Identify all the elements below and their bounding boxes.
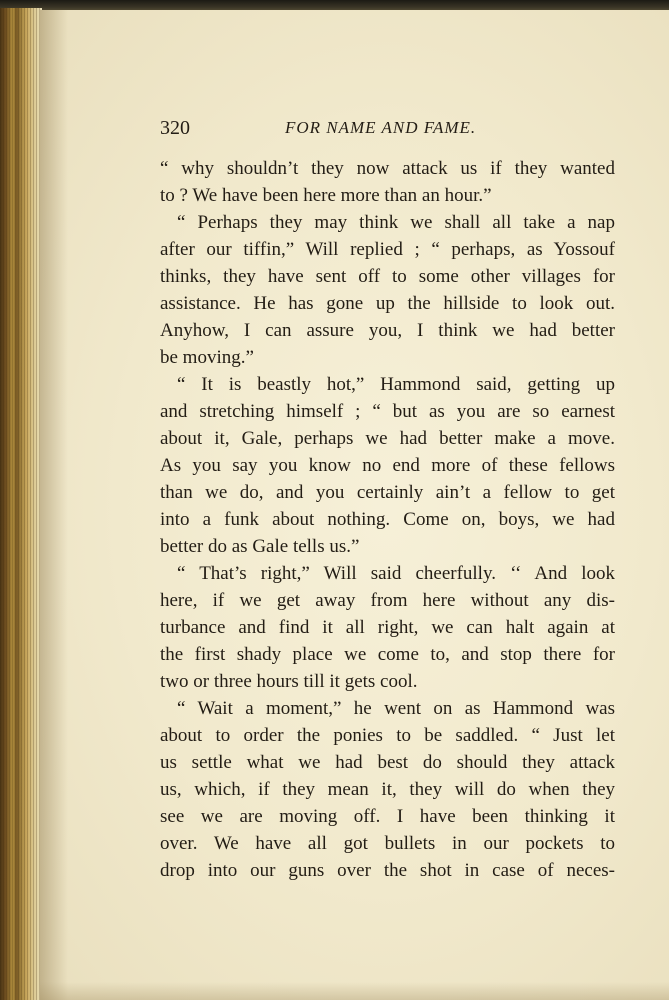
text-line: into a funk about nothing. Come on, boys, we had <box>160 509 615 530</box>
page-edge-texture <box>0 8 42 1000</box>
text-line: to ? We have been here more than an hour.” <box>160 185 492 206</box>
text-line: “ That’s right,” Will said cheerfully. ‘‘ And look <box>177 563 615 584</box>
text-line: and stretching himself ; “ but as you are so earnest <box>160 401 615 422</box>
text-line: Anyhow, I can assure you, I think we had better <box>160 320 615 341</box>
text-line: after our tiffin,” Will replied ; “ perhaps, as Yossouf <box>160 239 615 260</box>
text-line: “ Wait a moment,” he went on as Hammond was <box>177 698 615 719</box>
text-line: the first shady place we come to, and stop there for <box>160 644 615 665</box>
text-line: better do as Gale tells us.” <box>160 536 360 557</box>
text-line: assistance. He has gone up the hillside to look out. <box>160 293 615 314</box>
body-text <box>160 155 615 884</box>
text-line: about to order the ponies to be saddled. “ Just let <box>160 725 615 746</box>
text-line: here, if we get away from here without any dis- <box>160 590 615 611</box>
text-line: thinks, they have sent off to some other villages for <box>160 266 615 287</box>
text-line: us settle what we had best do should they attack <box>160 752 615 773</box>
text-line: see we are moving off. I have been thinking it <box>160 806 615 827</box>
text-line: about it, Gale, perhaps we had better make a move. <box>160 428 615 449</box>
text-line: over. We have all got bullets in our pockets to <box>160 833 615 854</box>
text-line: than we do, and you certainly ain’t a fellow to get <box>160 482 615 503</box>
text-line: “ why shouldn’t they now attack us if they wanted <box>160 158 615 179</box>
text-line: two or three hours till it gets cool. <box>160 671 418 692</box>
text-line: turbance and find it all right, we can halt again at <box>160 617 615 638</box>
page-bottom-edge <box>40 982 669 1000</box>
text-line: “ It is beastly hot,” Hammond said, getting up <box>177 374 615 395</box>
text-line: us, which, if they mean it, they will do when they <box>160 779 615 800</box>
gutter-shadow <box>40 10 68 1000</box>
running-head: FOR NAME AND FAME. <box>285 118 477 137</box>
page-header <box>160 115 615 141</box>
text-line: be moving.” <box>160 347 254 368</box>
text-line: As you say you know no end more of these fellows <box>160 455 615 476</box>
page-number: 320 <box>160 117 190 139</box>
text-line: “ Perhaps they may think we shall all take a nap <box>177 212 615 233</box>
text-line: drop into our guns over the shot in case of neces- <box>160 860 615 881</box>
